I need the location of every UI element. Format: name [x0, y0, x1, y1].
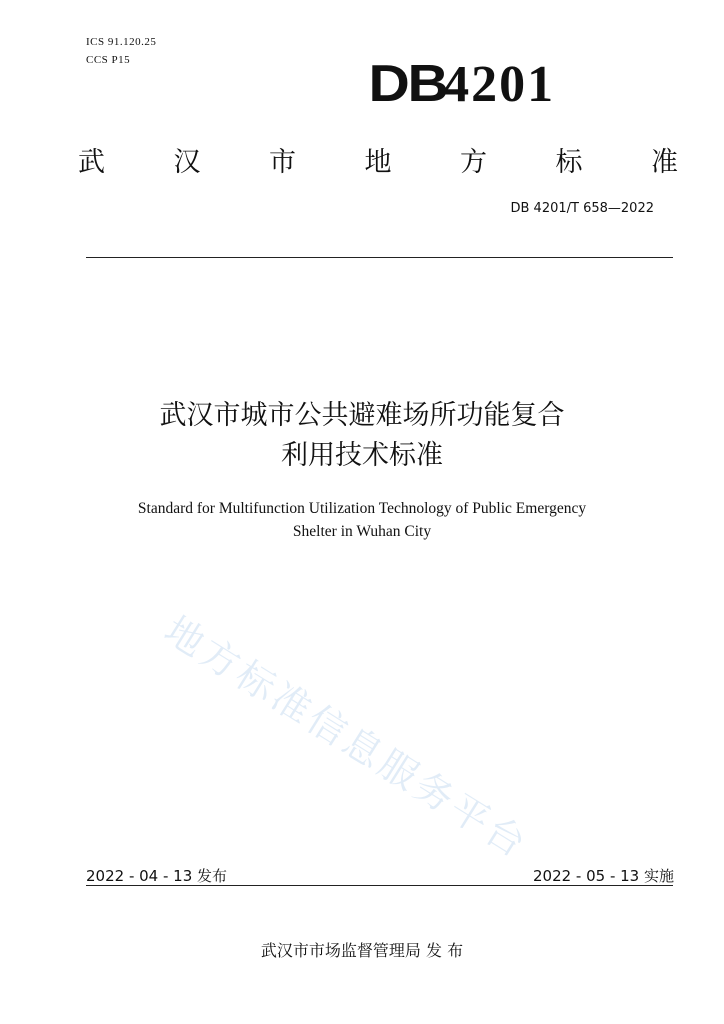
standard-category — [78, 140, 678, 179]
title-chinese — [0, 396, 724, 476]
title-english — [0, 497, 724, 543]
title-english-line-2: Shelter in Wuhan City — [292, 523, 432, 540]
db-logo — [368, 55, 556, 113]
implementation-date: 2022 - 05 - 13 实施 — [532, 867, 674, 885]
category-char: 武 — [78, 147, 105, 178]
category-char: 地 — [364, 147, 392, 178]
category-char: 准 — [651, 147, 678, 178]
bottom-divider — [86, 885, 673, 886]
top-divider — [86, 257, 673, 258]
category-char: 方 — [460, 147, 487, 178]
publisher: 武汉市市场监督管理局 发 布 — [260, 941, 464, 960]
ics-code: ICS 91.120.25 — [86, 36, 157, 48]
category-char: 汉 — [173, 147, 201, 178]
category-char: 标 — [555, 147, 583, 178]
issue-date: 2022 - 04 - 13 发布 — [86, 867, 228, 885]
standard-number: DB 4201/T 658—2022 — [510, 201, 654, 216]
db-logo-letters: DB — [368, 55, 447, 113]
db-logo-number: 4201 — [443, 56, 556, 113]
title-english-line-1: Standard for Multifunction Utilization Technology of Public Emergency — [137, 500, 587, 517]
category-char: 市 — [269, 147, 296, 178]
ccs-code: CCS P15 — [86, 54, 131, 66]
watermark: 地方标准信息服务平台 — [156, 607, 537, 868]
title-chinese-line-2: 利用技术标准 — [281, 440, 443, 471]
title-chinese-line-1: 武汉市城市公共避难场所功能复合 — [159, 400, 565, 431]
